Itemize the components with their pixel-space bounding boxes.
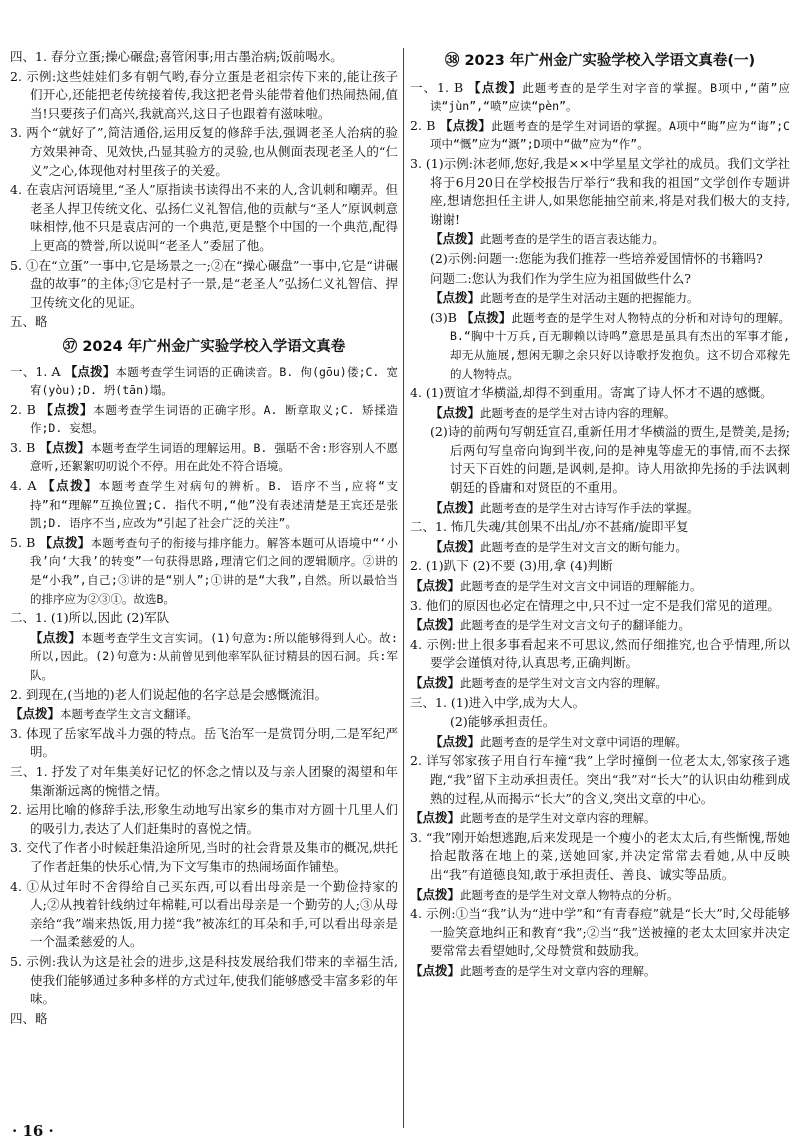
answer-line: (2)示例:问题一:您能为我们推荐一些培养爱国情怀的书籍吗? xyxy=(430,250,763,266)
answer-line: 2. 到现在,(当地的)老人们说起他的名字总是会感慨流泪。 xyxy=(10,686,328,702)
answer-line: (2)能够承担责任。 xyxy=(450,714,556,730)
answer-line: 4. 在袁店河语境里,“圣人”原指读书读得出不来的人,含讥刺和嘲弄。但老圣人捍卫传统文化、弘扬仁义礼智信,他的贡献与“圣人”原讽刺意味相悖,他不只是袁店河的一个典范,更是整个中国的一个典范,配得上更高的赞誉,所以说叫“老圣人”委屈了他。 xyxy=(10,182,398,253)
answer-line: 五、略 xyxy=(10,314,48,330)
answer-line: 二、1. 怖几失魂/其创果不出乩/亦不甚痛/旋即平复 xyxy=(410,519,689,535)
answer-line: 4. 示例:①当“我”认为“进中学”和“有青春痘”就是“长大”时,父母能够一脸笑意地纠正和教育“我”;②当“我”送被撞的老太太回家并决定要常常去看望她时,父母赞赏和鼓励我。 xyxy=(410,906,790,959)
answer-line: (2)诗的前两句写朝廷宣召,重新任用才华横溢的贾生,是赞美,是扬;后两句写皇帝向询到半夜,问的是神鬼等虚无的事情,而不去探讨天下百姓的问题,是讽刺,是抑。诗人用欲抑先扬的手法讽刺朝廷的昏庸和对贤臣的不重用。 xyxy=(430,424,790,496)
answer-line: 3. 交代了作者小时候赶集沿途所见,当时的社会背景及集市的概况,烘托了作者赶集的快乐心情,为下文写集市的热闹场面作铺垫。 xyxy=(10,840,398,874)
answer-line: 3. 两个“就好了”,简洁通俗,运用反复的修辞手法,强调老圣人治病的验方效果神奇、见效快,凸显其验方的灵验,也从侧面表现老圣人的“仁义”之心,体现他对村里孩子的关爱。 xyxy=(10,125,398,178)
explanation-line: 【点拨】此题考查的是学生的语言表达能力。 xyxy=(430,231,665,247)
answer-line: 2. B 【点拨】本题考查学生词语的正确字形。A. 断章取义;C. 矫揉造作;D. 妄想。 xyxy=(10,401,398,436)
explanation-line: 【点拨】此题考查的是学生对文章中词语的理解。 xyxy=(430,733,688,749)
explanation-line: 【点拨】本题考查学生文言实词。(1)句意为:所以能够得到人心。故:所以,因此。(2)句意为:从前曾见到他率军队征讨精县的因石洞。兵:军队。 xyxy=(30,629,398,682)
answer-line: 2. (1)趴下 (2)不要 (3)用,拿 (4)判断 xyxy=(410,558,613,574)
explanation-line: 【点拨】本题考查学生文言文翻译。 xyxy=(10,706,199,722)
answer-line: 2. B 【点拨】此题考查的是学生对词语的掌握。A项中“晦”应为“诲”;C项中“慨”应为“溉”;D项中“做”应为“作”。 xyxy=(410,117,790,152)
answer-line: 四、略 xyxy=(10,1010,48,1026)
section-title-37: ㊲ 2024 年广州金广实验学校入学语文真卷 xyxy=(62,338,346,355)
answer-line: 问题二:您认为我们作为学生应为祖国做些什么? xyxy=(430,270,691,286)
answer-line: 2. 运用比喻的修辞手法,形象生动地写出家乡的集市对方圆十几里人们的吸引力,表达了人们赶集时的喜悦之情。 xyxy=(10,802,398,836)
explanation-line: 【点拨】此题考查的是学生对古诗写作手法的掌握。 xyxy=(430,499,699,515)
explanation-line: 【点拨】此题考查的是学生对文言文的断句能力。 xyxy=(430,538,688,554)
answer-line: 4. A 【点拨】本题考查学生对病句的辨析。B. 语序不当,应将“支持”和“理解”互换位置;C. 指代不明,“他”没有表述清楚是王宾还是张凯;D. 语序不当,应改为“引起了社会广泛的关注”。 xyxy=(10,478,398,531)
section-title-38: ㊳ 2023 年广州金广实验学校入学语文真卷(一) xyxy=(444,53,756,69)
answer-line: 2. 详写邻家孩子用自行车撞“我”上学时撞倒一位老太太,邻家孩子逃跑,“我”留下主动承担责任。突出“我”对“长大”的认识由幼稚到成熟的过程,从而揭示“长大”的含义,突出文章的中心。 xyxy=(410,753,790,806)
answer-line: 4. 示例:世上很多事看起来不可思议,然而仔细推究,也合乎情理,所以要学会谨慎对待,认真思考,正确判断。 xyxy=(410,636,790,671)
answer-line: 3. 体现了岳家军战斗力强的特点。岳飞治军一是赏罚分明,二是军纪严明。 xyxy=(10,725,398,760)
left-column xyxy=(10,48,398,1029)
explanation-line: 【点拨】此题考查的是学生对活动主题的把握能力。 xyxy=(430,290,699,306)
explanation-line: 【点拨】此题考查的是学生对文言文内容的理解。 xyxy=(410,675,668,690)
answer-line: 3. 他们的原因也必定在情理之中,只不过一定不是我们常见的道理。 xyxy=(410,597,780,613)
explanation-line: 【点拨】此题考查的是学生对文言文中词语的理解能力。 xyxy=(410,578,702,594)
answer-line: 5. 示例:我认为这是社会的进步,这是科技发展给我们带来的幸福生活,使我们能够通过多种多样的方式过年,使我们能够感受丰富多彩的年味。 xyxy=(10,953,398,1007)
answer-line: 3. B 【点拨】本题考查学生词语的理解运用。B. 强聒不舍:形容别人不愿意听,还絮絮叨叨说个不停。用在此处不符合语境。 xyxy=(10,439,398,474)
column-divider xyxy=(403,48,404,1128)
right-column xyxy=(410,48,790,982)
answer-line: 4. ①从过年时不舍得给自己买东西,可以看出母亲是一个勤俭持家的人;②从拽着针线纳过年棉鞋,可以看出母亲是一个勤劳的人;③从母亲给“我”端来热饭,用力搓“我”被冻红的耳朵和手,可以看出母亲是一个温柔慈爱的人。 xyxy=(10,878,398,950)
explanation-line: 【点拨】此题考查的是学生对文章内容的理解。 xyxy=(410,962,656,978)
answer-line: (3)B 【点拨】此题考查的是学生对人物特点的分析和对诗句的理解。B.“胸中十万兵,百无聊赖以诗鸣”意思是虽具有杰出的军事才能,却无从施展,想闲无聊之余只好以诗歌抒发抱负。这不切合邓稼先的人物特点。 xyxy=(430,309,790,381)
answer-line: 3. “我”刚开始想逃跑,后来发现是一个瘦小的老太太后,有些惭愧,帮她拾起散落在地上的菜,送她回家,并决定常常去看她,从中反映出“我”有道德良知,敢于承担责任、善良、诚实等品质。 xyxy=(410,829,790,882)
answer-line: 一、1. B 【点拨】此题考查的是学生对字音的掌握。B项中,“菌”应读“jùn”,“喷”应读“pèn”。 xyxy=(410,79,790,114)
explanation-line: 【点拨】此题考查的是学生对文章人物特点的分析。 xyxy=(410,886,679,902)
explanation-line: 【点拨】此题考查的是学生对古诗内容的理解。 xyxy=(430,404,676,420)
explanation-line: 【点拨】此题考查的是学生对文言文句子的翻译能力。 xyxy=(410,617,691,633)
answer-line: 3. (1)示例:沐老师,您好,我是××中学星星文学社的成员。我们文学社将于6月20日在学校报告厅举行“我和我的祖国”文学创作专题讲座,想请您担任主讲人,如果您能抽空前来,将是对我们极大的支持,谢谢! xyxy=(410,155,790,227)
answer-line: 4. (1)贾谊才华横溢,却得不到重用。寄寓了诗人怀才不遇的感慨。 xyxy=(410,385,773,401)
answer-line: 5. ①在“立蛋”一事中,它是场景之一;②在“操心碾盘”一事中,它是“讲碾盘的故事”的主体;③它是村子一景,是“老圣人”弘扬仁义礼智信、捍卫传统文化的见证。 xyxy=(10,257,398,310)
answer-line: 四、1. 春分立蛋;操心碾盘;喜管闲事;用古墨治病;饭前喝水。 xyxy=(10,49,343,64)
explanation-line: 【点拨】此题考查的是学生对文章内容的理解。 xyxy=(410,810,656,826)
page-number: · 16 · xyxy=(12,1122,54,1140)
answer-line: 二、1. (1)所以,因此 (2)军队 xyxy=(10,610,170,626)
answer-line: 三、1. (1)进入中学,成为大人。 xyxy=(410,694,586,710)
answer-line: 5. B 【点拨】本题考查句子的衔接与排序能力。解答本题可从语境中“‘小我’向‘大我’的转变”一句获得思路,理清它们之间的逻辑顺序。②讲的是“小我”,自己;③讲的是“别人”;①讲的是“大我”,自然。所以最恰当的排序应为②③①。故选B。 xyxy=(10,534,398,606)
answer-line: 三、1. 抒发了对年集美好记忆的怀念之情以及与亲人团聚的渴望和年集渐渐远离的惋惜之情。 xyxy=(10,763,398,798)
answer-line: 2. 示例:这些娃娃们多有朝气哟,春分立蛋是老祖宗传下来的,能让孩子们开心,还能把老传统接着传,我这把老骨头能带着他们热闹热闹,值当!只要孩子们高兴,我就高兴,这日子也跟着有滋味啦。 xyxy=(10,68,398,121)
answer-line: 一、1. A 【点拨】本题考查学生词语的正确读音。B. 佝(gōu)偻;C. 宽宥(yòu);D. 坍(tān)塌。 xyxy=(10,363,398,398)
